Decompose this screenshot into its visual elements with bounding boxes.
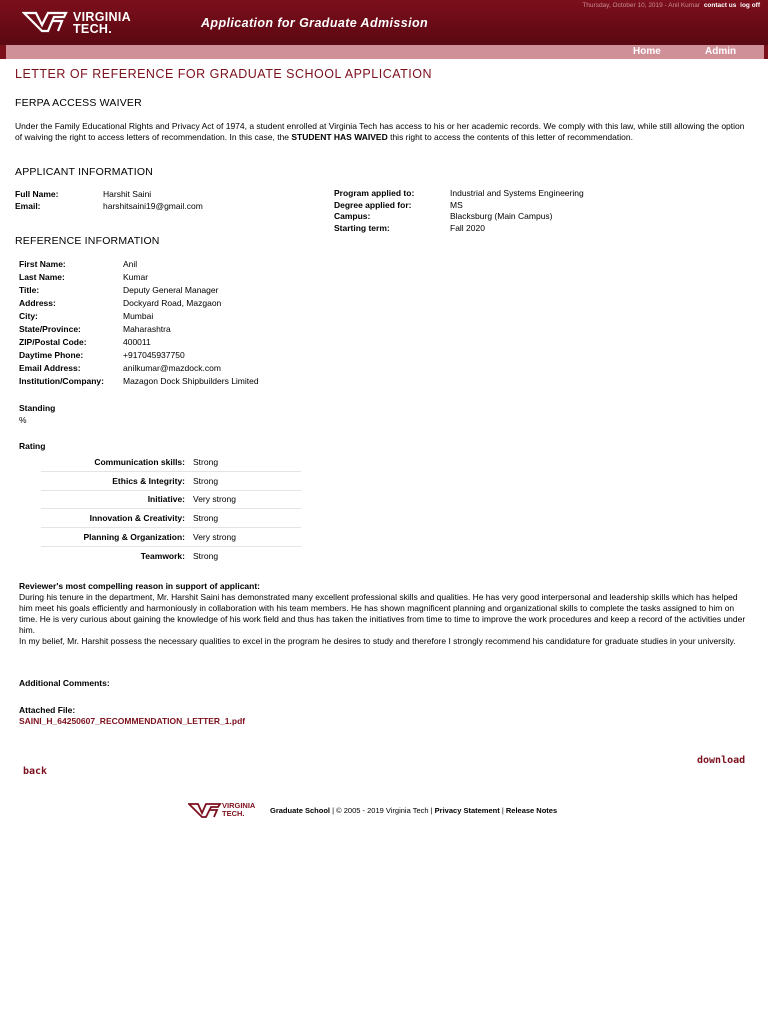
reference-field-row: [19, 375, 339, 388]
field-value: Mumbai: [123, 311, 154, 321]
rating-row: [41, 509, 301, 528]
applicant-field-row: [15, 200, 325, 212]
nav-home[interactable]: Home: [633, 46, 661, 57]
rating-row: [41, 453, 301, 472]
footer-vt-logo-icon: [188, 802, 222, 818]
field-value: Kumar: [123, 272, 149, 282]
standing-label: Standing: [19, 403, 56, 413]
applicant-right: [334, 188, 734, 234]
rating-table: [15, 453, 315, 567]
field-value: Harshit Saini: [103, 189, 152, 199]
applicant-field-row: [334, 211, 734, 223]
reference-field-row: [19, 271, 339, 284]
rating-criterion: Innovation & Creativity:: [89, 513, 185, 523]
rating-value: Strong: [193, 513, 219, 523]
field-value: Maharashtra: [123, 324, 171, 334]
app-title: Application for Graduate Admission: [201, 16, 429, 30]
applicant-field-row: [334, 200, 734, 212]
field-value: Anil: [123, 259, 138, 269]
reason-paragraph-1: During his tenure in the department, Mr. Harshit Saini has demonstrated many excellent professional skills and qualities. He has very good interpersonal and leadership skills which has helped him meet his goals efficiently and harmoniously in collaboration with his team members. He has shown magnificent planning and organizational skills to complete the tasks assigned to him on time. He is very curious about gaining the knowledge of his work field and thus has taken the initiatives from time to time to improve the work procedures and keep a record of the activities under him.: [19, 592, 746, 635]
reason-paragraph-2: In my belief, Mr. Harshit possess the necessary qualities to excel in the program he desires to study and therefore I strongly recommend his candidature for graduate studies in your university.: [19, 636, 736, 646]
ferpa-text: [15, 121, 750, 143]
rating-row: [41, 490, 301, 509]
rating-value: Very strong: [193, 532, 236, 542]
field-value: Deputy General Manager: [123, 285, 219, 295]
footer-links: [270, 806, 557, 815]
reference-field-row: [19, 284, 339, 297]
date-user-text: Thursday, October 10, 2019 - Anil Kumar: [582, 2, 700, 9]
field-label: Daytime Phone:: [19, 350, 84, 360]
field-label: Last Name:: [19, 272, 65, 282]
attached-file-link[interactable]: SAINI_H_64250607_RECOMMENDATION_LETTER_1.pdf: [19, 716, 246, 726]
reference-heading: REFERENCE INFORMATION: [15, 235, 160, 247]
field-value: 400011: [123, 337, 151, 347]
field-label: Full Name:: [15, 189, 59, 199]
rating-row: [41, 528, 301, 547]
nav-bar: [0, 45, 768, 59]
field-value: Blacksburg (Main Campus): [450, 211, 553, 221]
field-label: Institution/Company:: [19, 376, 104, 386]
additional-comments-label: Additional Comments:: [19, 678, 110, 688]
footer-release-notes-link[interactable]: Release Notes: [505, 806, 558, 815]
rating-criterion: Communication skills:: [94, 457, 185, 467]
applicant-field-row: [334, 223, 734, 235]
field-label: City:: [19, 311, 38, 321]
reference-fields: [19, 258, 339, 388]
reference-field-row: [19, 297, 339, 310]
field-value: Mazagon Dock Shipbuilders Limited: [123, 376, 259, 386]
vt-logo-mark-icon: [22, 11, 68, 33]
field-label: Degree applied for:: [334, 199, 412, 210]
standing-block: [19, 402, 55, 426]
field-value: MS: [450, 199, 463, 210]
ferpa-text-bold: STUDENT HAS WAIVED: [291, 132, 388, 142]
rating-value: Very strong: [193, 494, 236, 504]
reference-field-row: [19, 258, 339, 271]
logo-line2: TECH.: [73, 22, 112, 36]
reference-field-row: [19, 323, 339, 336]
rating-criterion: Teamwork:: [140, 551, 185, 561]
field-label: Program applied to:: [334, 188, 415, 198]
field-value: harshitsaini19@gmail.com: [103, 201, 203, 211]
download-link[interactable]: download: [697, 755, 746, 766]
nav-admin[interactable]: Admin: [705, 46, 737, 57]
ferpa-text-before: Under the Family Educational Rights and Privacy Act of 1974, a student enrolled at Virginia Tech has access to his or her academic records. We comply with this law, while still allowing the option of waiving the right to access letters of recommendation. In this case, the: [15, 121, 745, 142]
vt-logo[interactable]: [22, 11, 142, 35]
rating-value: Strong: [193, 457, 219, 467]
field-label: Address:: [19, 298, 56, 308]
field-value: Industrial and Systems Engineering: [450, 188, 584, 198]
field-value: Fall 2020: [450, 222, 485, 233]
log-off-link[interactable]: log off: [740, 2, 760, 9]
field-value: anilkumar@mazdock.com: [123, 363, 221, 373]
site-header: [0, 0, 768, 45]
field-label: Title:: [19, 285, 40, 295]
nav-left-cap: [0, 45, 6, 59]
rating-criterion: Initiative:: [147, 494, 185, 504]
applicant-left: [15, 188, 325, 212]
footer-logo-line1: VIRGINIA: [222, 801, 256, 810]
logo-text: [73, 11, 131, 35]
ferpa-heading: FERPA ACCESS WAIVER: [15, 97, 142, 109]
footer-separator: |: [501, 806, 504, 815]
rating-row: [41, 472, 301, 491]
field-label: State/Province:: [19, 324, 81, 334]
field-value: Dockyard Road, Mazgaon: [123, 298, 222, 308]
reason-block: [19, 581, 748, 647]
logo-line1: VIRGINIA: [73, 10, 131, 24]
rating-criterion: Ethics & Integrity:: [112, 476, 185, 486]
field-label: ZIP/Postal Code:: [19, 337, 87, 347]
footer-privacy-link[interactable]: Privacy Statement: [434, 806, 500, 815]
ferpa-text-after: this right to access the contents of this letter of recommendation.: [387, 132, 633, 142]
nav-right-cap: [764, 45, 768, 59]
rating-row: [41, 547, 301, 565]
field-label: First Name:: [19, 259, 66, 269]
reference-field-row: [19, 336, 339, 349]
applicant-field-row: [334, 188, 734, 200]
contact-us-link[interactable]: contact us: [703, 2, 737, 9]
rating-value: Strong: [193, 551, 219, 561]
rating-criterion: Planning & Organization:: [83, 532, 185, 542]
field-label: Starting term:: [334, 222, 390, 233]
field-label: Email:: [15, 201, 41, 211]
applicant-field-row: [15, 188, 325, 200]
footer-graduate-school[interactable]: Graduate School: [270, 806, 331, 815]
attached-file-label: Attached File:: [19, 705, 76, 715]
page-title: LETTER OF REFERENCE FOR GRADUATE SCHOOL APPLICATION: [15, 67, 432, 81]
footer-logo-line2: TECH.: [222, 809, 245, 818]
page-footer: [188, 802, 608, 822]
rating-value: Strong: [193, 476, 219, 486]
field-label: Email Address:: [19, 363, 81, 373]
user-bar: [582, 2, 760, 9]
attached-file-block: [19, 705, 245, 727]
reference-field-row: [19, 349, 339, 362]
field-label: Campus:: [334, 211, 371, 221]
back-link[interactable]: back: [23, 766, 48, 777]
standing-value: %: [19, 415, 27, 425]
reason-label: Reviewer's most compelling reason in support of applicant:: [19, 581, 261, 591]
rating-label: Rating: [19, 441, 46, 451]
field-value: +917045937750: [123, 350, 185, 360]
reference-field-row: [19, 362, 339, 375]
footer-logo-text: [222, 802, 255, 818]
applicant-heading: APPLICANT INFORMATION: [15, 166, 153, 178]
footer-copyright: | © 2005 - 2019 Virginia Tech |: [332, 806, 433, 815]
reference-field-row: [19, 310, 339, 323]
